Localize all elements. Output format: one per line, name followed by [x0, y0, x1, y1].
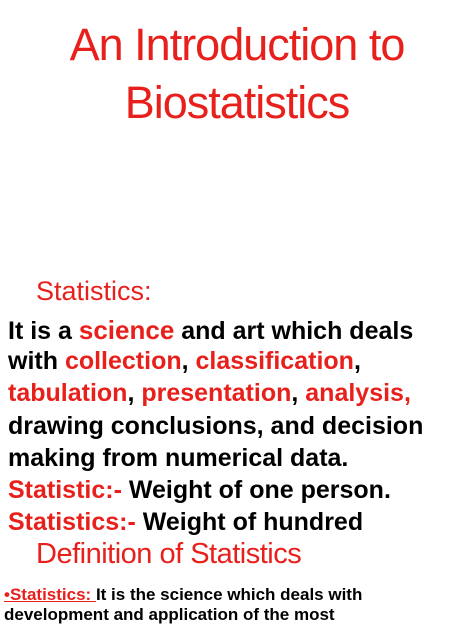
keyword-presentation: presentation — [141, 379, 292, 407]
text: and art which deals — [174, 317, 414, 345]
text: , — [291, 379, 306, 407]
paragraph-line-3 — [8, 381, 411, 406]
text: , — [353, 347, 361, 375]
keyword-collection: collection — [64, 347, 182, 375]
bullet-label: •Statistics: — [4, 585, 96, 604]
text: It is a — [8, 317, 79, 345]
paragraph-line-4: drawing conclusions, and decision — [8, 412, 424, 440]
paragraph-line-5: making from numerical data. — [8, 444, 349, 472]
bullet-text: It is the science which deals with — [95, 585, 363, 604]
statistics-label-2: Statistics:- — [8, 508, 136, 536]
keyword-science: science — [78, 315, 175, 345]
statistic-label: Statistic:- — [8, 476, 122, 504]
text: , — [127, 379, 142, 407]
bullet-line-1 — [4, 586, 362, 603]
statistic-example — [8, 478, 391, 503]
definition-heading: Definition of Statistics — [36, 538, 302, 570]
statistics-text-2: Weight of hundred — [135, 508, 364, 536]
statistics-label: Statistics: — [36, 276, 152, 306]
keyword-analysis: analysis, — [305, 379, 411, 407]
paragraph-line-2 — [8, 349, 361, 374]
statistics-example — [8, 510, 363, 535]
slide-title-line-2: Biostatistics — [124, 77, 350, 128]
text: , — [181, 347, 196, 375]
statistic-text: Weight of one person. — [121, 476, 391, 504]
keyword-tabulation: tabulation — [8, 379, 128, 407]
text: with — [8, 347, 65, 375]
bullet-line-2: development and application of the most — [4, 605, 335, 624]
paragraph-line-1 — [8, 317, 413, 344]
slide-title-line-1: An Introduction to — [69, 19, 405, 70]
keyword-classification: classification — [195, 347, 354, 375]
